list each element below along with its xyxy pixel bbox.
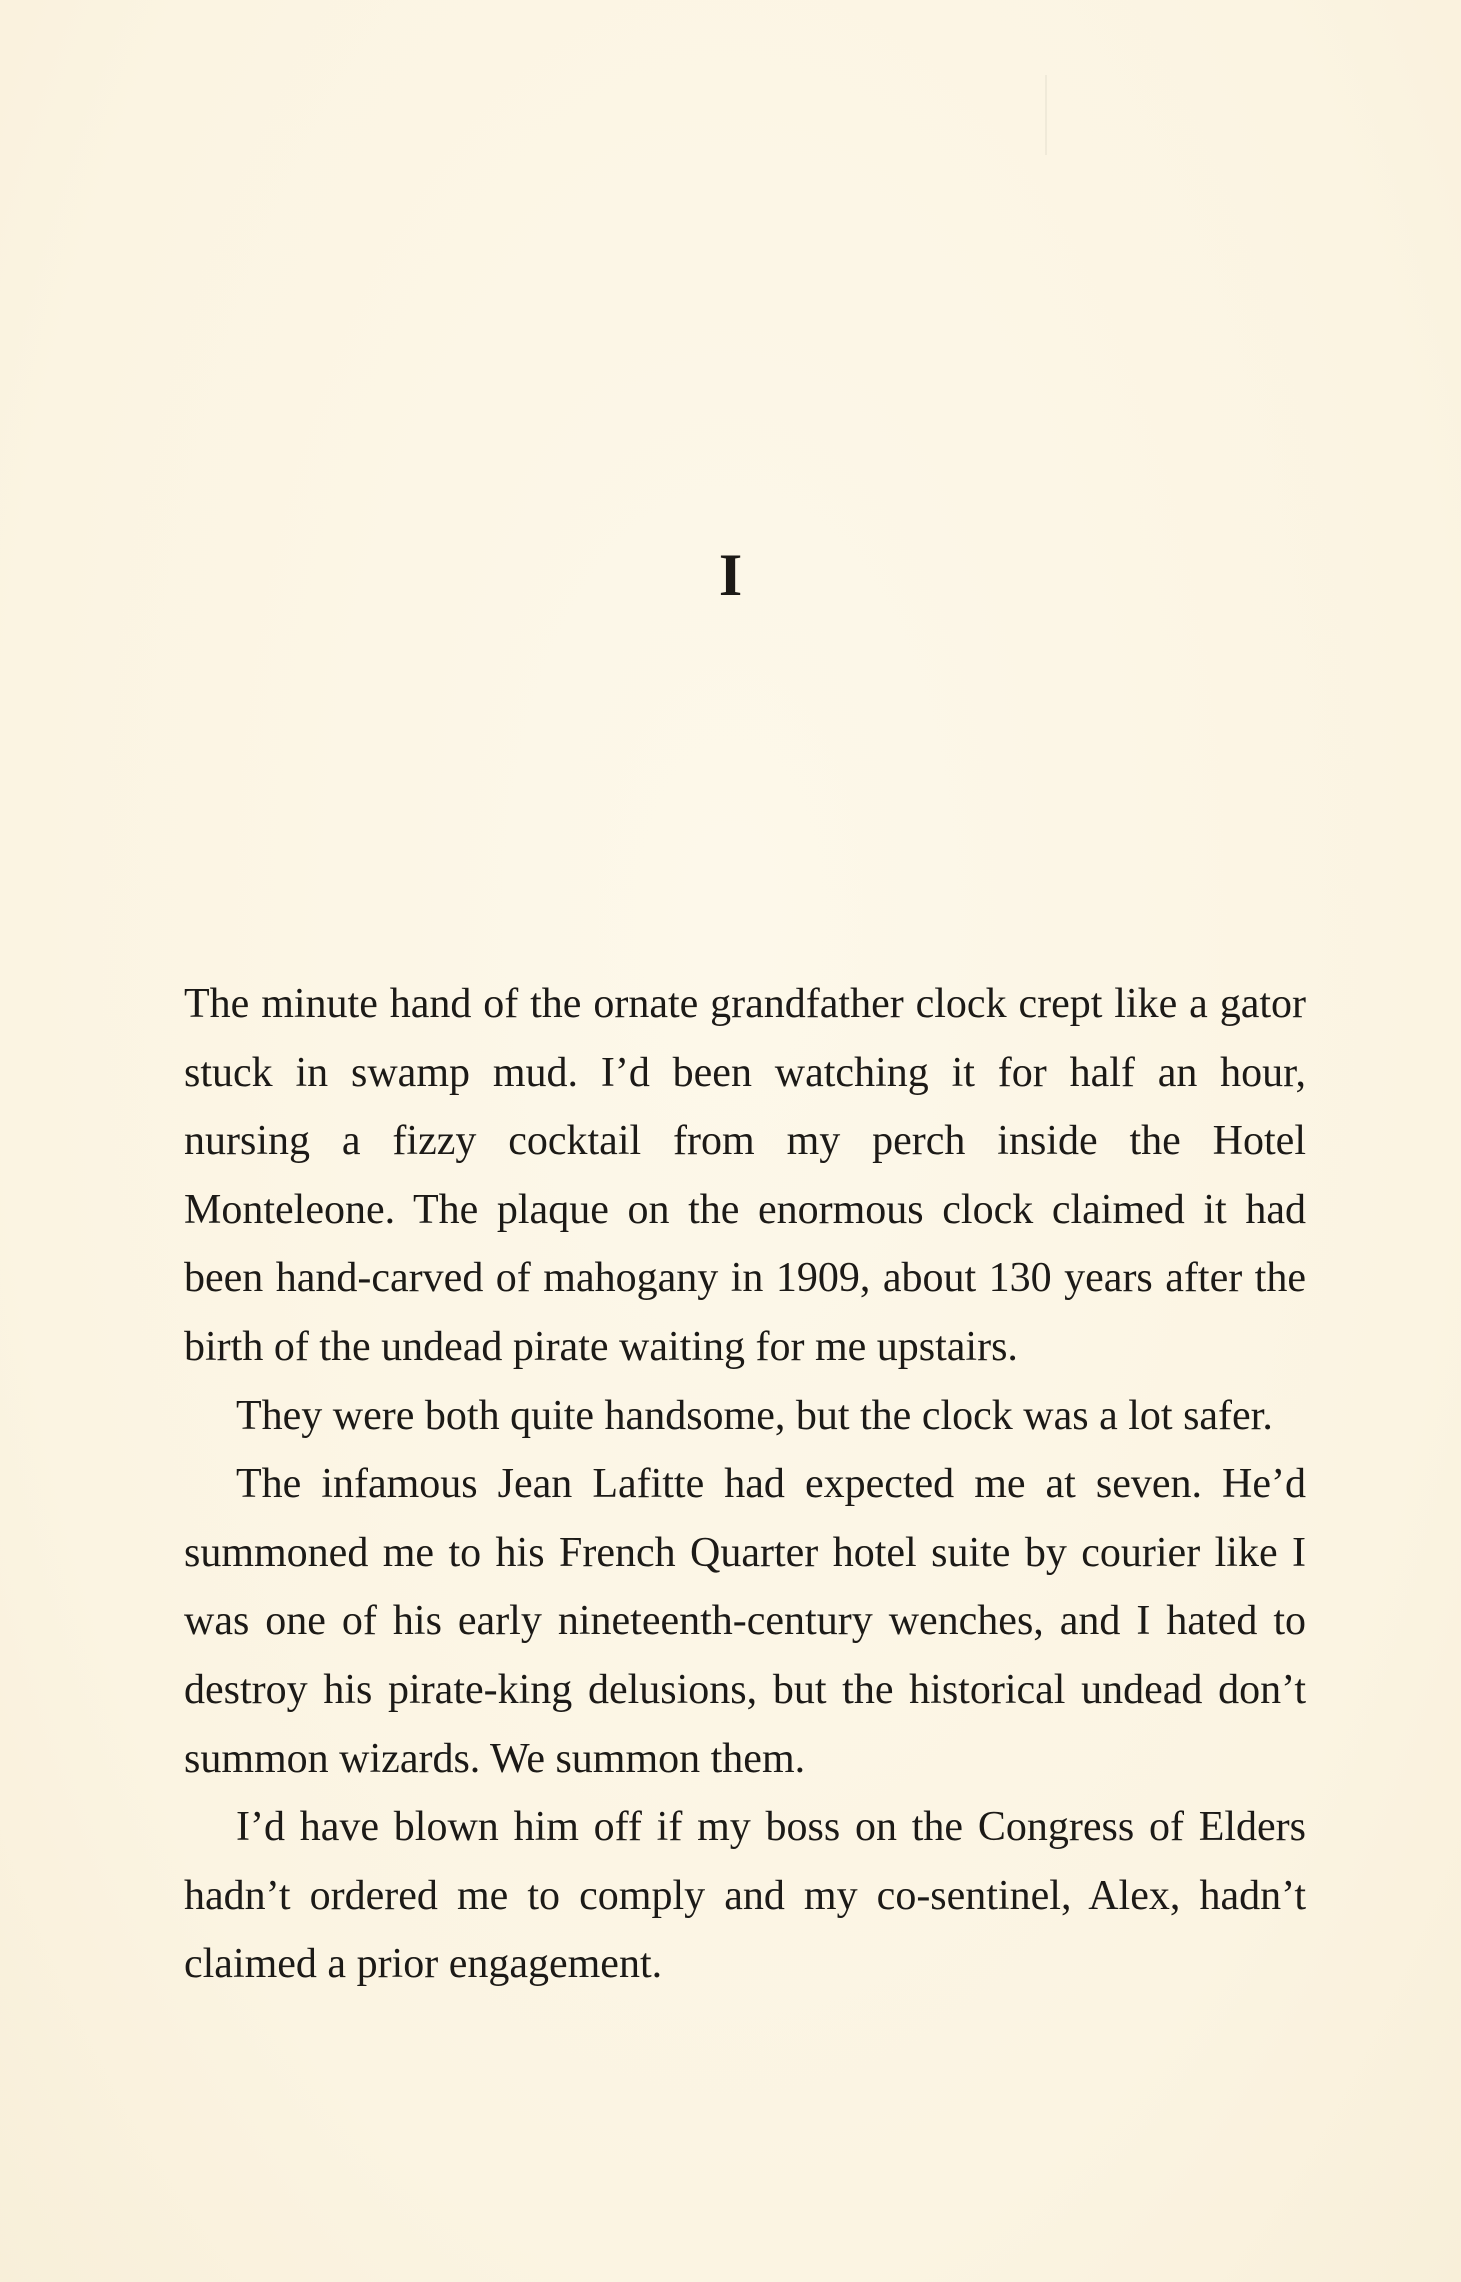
- paragraph: I’d have blown him off if my boss on the Congress of Elders hadn’t ordered me to comply and my co-sentinel, Alex, hadn’t claimed a prior engagement.: [184, 1804, 1306, 1988]
- paragraph: The minute hand of the ornate grandfather clock crept like a gator stuck in swamp mud. I’d been watching it for half an hour, nursing a fizzy cocktail from my perch inside the Hotel Monteleone. The plaque on the enormous clock claimed it had been hand-carved of mahogany in 1909, about 130 years after the birth of the undead pirate waiting for me upstairs.: [184, 981, 1306, 1370]
- paragraph: They were both quite handsome, but the clock was a lot safer.: [236, 1392, 1273, 1439]
- bleed-through-mark: [1045, 75, 1047, 155]
- paragraph: The infamous Jean Lafitte had expected me at seven. He’d summoned me to his French Quarter hotel suite by courier like I was one of his early nineteenth-century wenches, and I hated to destroy his pirate-king delusions, but the historical undead don’t summon wizards. We summon them.: [184, 1461, 1306, 1782]
- chapter-body: [184, 970, 1306, 1999]
- chapter-number: I: [718, 542, 743, 608]
